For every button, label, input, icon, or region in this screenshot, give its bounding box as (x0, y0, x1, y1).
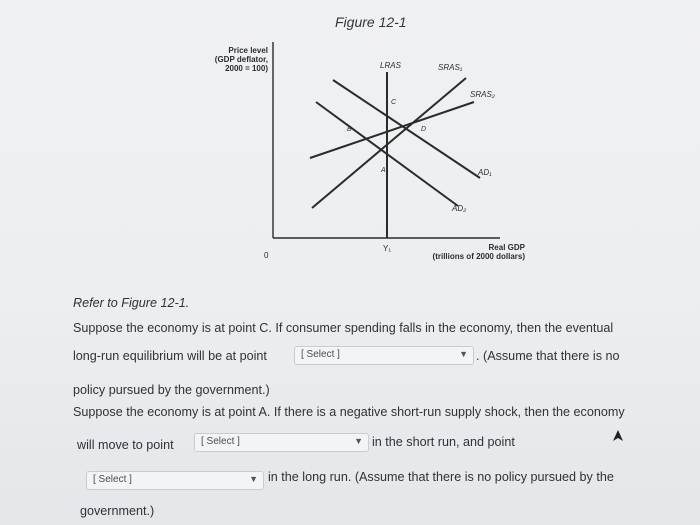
sras2-curve (310, 102, 474, 158)
select-long-run-point-2[interactable] (86, 471, 264, 490)
ad1-curve (333, 80, 480, 178)
chevron-down-icon: ▼ (354, 436, 363, 446)
question2-line2-post: in the short run, and point (372, 435, 515, 449)
x-axis-label-line2: (trillions of 2000 dollars) (432, 252, 525, 261)
sras1-curve (312, 78, 466, 208)
select-long-run-point-2-value: [ Select ] (93, 474, 132, 485)
x-axis-label-line1: Real GDP (488, 243, 525, 252)
point-b-label: B (347, 126, 352, 133)
question1-line1: Suppose the economy is at point C. If consumer spending falls in the economy, then the eventual (73, 321, 614, 335)
question1-line2-post: . (Assume that there is no (476, 349, 620, 363)
ad2-label: AD₂ (452, 204, 467, 213)
lras-label: LRAS (380, 61, 401, 70)
x-axis-label (420, 243, 525, 261)
ad1-label: AD₁ (478, 168, 492, 177)
point-a-label: A (381, 167, 386, 174)
question1-line2-pre: long-run equilibrium will be at point (73, 349, 267, 363)
select-long-run-point-value: [ Select ] (301, 349, 340, 360)
origin-label: 0 (264, 251, 269, 260)
question-intro: Refer to Figure 12-1. (73, 296, 190, 310)
select-short-run-point-value: [ Select ] (201, 436, 240, 447)
sras2-label: SRAS₂ (470, 90, 495, 99)
question1-line3: policy pursued by the government.) (73, 383, 270, 397)
chevron-down-icon: ▼ (459, 349, 468, 359)
y-axis-label-line3: 2000 = 100) (225, 64, 268, 73)
question2-line1: Suppose the economy is at point A. If there is a negative short-run supply shock, then the economy (73, 405, 625, 419)
x-tick-y1: Y₁ (383, 244, 392, 253)
select-short-run-point[interactable] (194, 433, 369, 452)
question2-line4: government.) (80, 504, 155, 518)
sras1-label: SRAS₁ (438, 63, 463, 72)
y-axis-label-line1: Price level (228, 46, 268, 55)
point-c-label: C (391, 99, 397, 106)
figure-title: Figure 12-1 (335, 14, 407, 30)
select-long-run-point[interactable] (294, 346, 474, 365)
question2-line2-pre: will move to point (77, 438, 174, 452)
point-d-label: D (421, 126, 427, 133)
chevron-down-icon: ▼ (249, 474, 258, 484)
mouse-pointer-icon (612, 430, 624, 444)
question2-line3-post: in the long run. (Assume that there is no policy pursued by the (268, 470, 614, 484)
y-axis-label-line2: (GDP deflator, (214, 55, 268, 64)
